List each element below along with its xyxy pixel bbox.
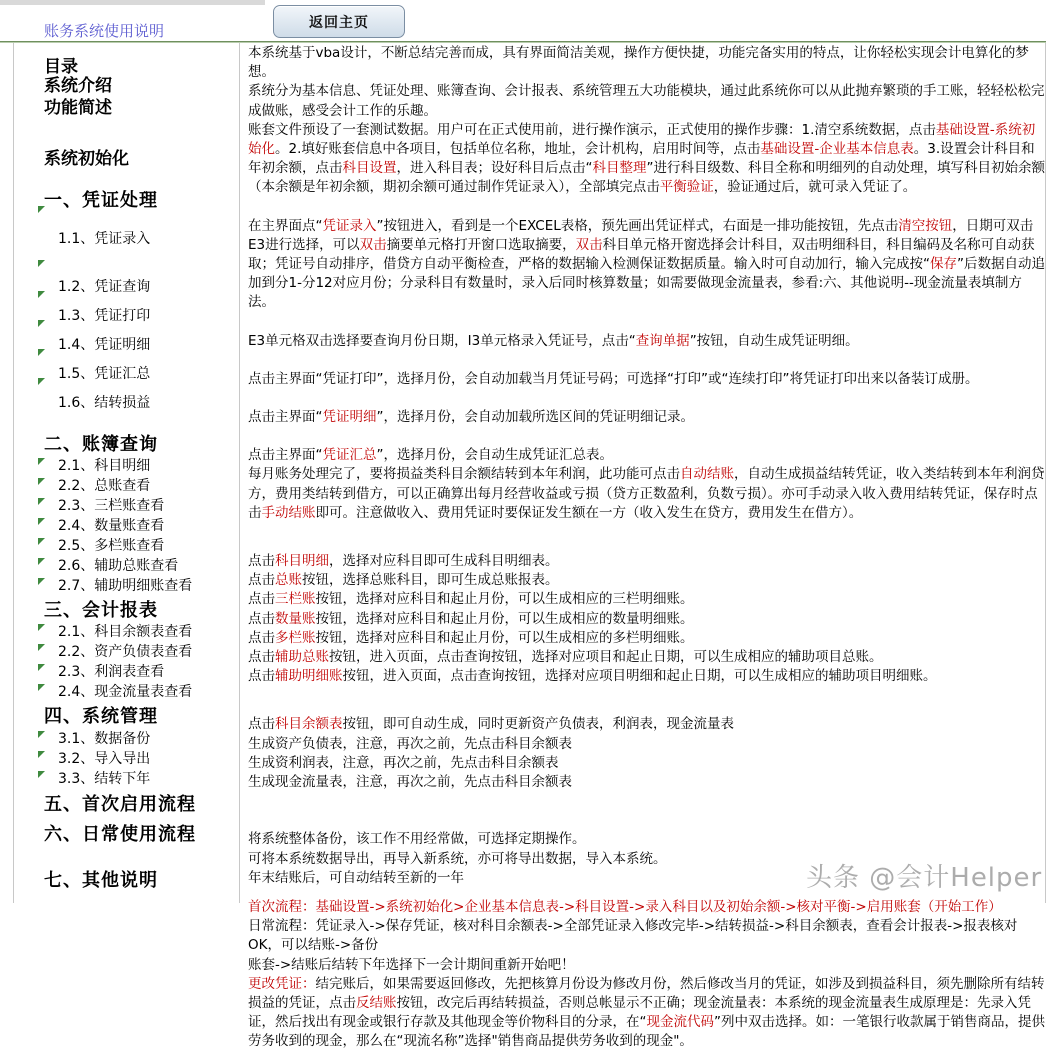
modify-voucher-label: 更改凭证： [248,975,316,992]
ledger-line-1 [248,552,1045,571]
toc-item-multi-column[interactable] [14,535,164,555]
init-text-6: ，验证通过后，就可录入凭证了。 [713,179,917,196]
init-text-4: ，进入科目表；设好科目后点击“ [396,160,593,177]
toc-label: 六、日常使用流程 [44,824,196,845]
link-three-column-ledger[interactable]: 三栏账 [275,591,316,608]
toc-label: 2.2、资产负债表查看 [58,644,193,660]
ledger-text: 按钮，选择对应科目和起止月份，可以生成相应的三栏明细账。 [315,591,694,608]
link-voucher-detail[interactable]: 凭证明细 [322,409,377,426]
cash-flow-text-1: 现金流量表：本系统的现金流量表生成原理是：先录入凭证，然后找出有现金或银行存款及其他现金等价物科目的分录，在“ [248,994,1031,1031]
voucher-detail-paragraph [248,408,1045,427]
link-auto-close[interactable]: 自动结账 [680,466,734,483]
toc-label: 2.4、数量账查看 [58,518,165,534]
toc-label: 1.4、凭证明细 [58,337,151,353]
init-text-3: 。3.设置会计科目和年初余额，点击 [248,141,1035,177]
init-text-5: ”进行科目级数、科目全称和明细列的自动处理，填写科目初始余额（本余额是年初余额，期初余额可通过制作凭证录入），全部填完点击 [248,160,1045,196]
bullet-triangle-icon [38,664,45,671]
toc-item-system-init[interactable] [14,144,129,169]
init-text-2: 。2.填好账套信息中各项目，包括单位名称，地址，会计机构，启用时间等，点击 [275,141,761,158]
query-text-2: ”按钮，自动生成凭证明细。 [689,332,859,349]
reports-line-1 [248,715,1045,734]
toc-item-accounting-reports[interactable] [14,596,158,622]
toc-label: 四、系统管理 [44,706,158,727]
spacer-7 [248,686,1045,705]
link-account-setup[interactable]: 科目设置 [342,160,397,177]
spacer-7b [248,705,1045,715]
bullet-triangle-icon [38,771,45,778]
link-general-ledger[interactable]: 总账 [275,572,302,589]
toc-item-income-statement[interactable] [14,661,164,681]
spacer-8 [248,792,1045,811]
ledger-text: 按钮，进入页面，点击查询按钮，选择对应项目明细和起止日期，可以生成相应的辅助项目明细账。 [342,668,937,685]
voucher-text-3: ，日期可双击E3进行选择，可以 [248,217,1034,253]
link-double-click-1[interactable]: 双击 [359,236,387,253]
toc-item-voucher-detail[interactable] [14,334,150,354]
ledger-text: 点击 [248,553,275,570]
toc-item-general-ledger[interactable] [14,475,150,495]
spacer-2 [248,313,1045,332]
init-text-1: 账套文件预设了一套测试数据。用户可在正式使用前，进行操作演示，正式使用的操作步骤：1.清空系统数据，点击 [248,121,936,138]
toc-label: 二、账簿查询 [44,434,158,455]
link-voucher-summary[interactable]: 凭证汇总 [322,447,377,464]
toc-label: 2.3、利润表查看 [58,664,165,680]
toc-label: 功能简述 [44,98,112,118]
voucher-entry-paragraph [248,217,1045,313]
toc-label: 1.1、凭证录入 [58,231,151,247]
ledger-text: 点击 [248,610,275,627]
toc-label: 2.3、三栏账查看 [58,498,165,514]
link-aux-detail-ledger[interactable]: 辅助明细账 [275,668,343,685]
link-query-document[interactable]: 查询单据 [635,332,690,349]
toc-label: 3.1、数据备份 [58,731,151,747]
ledger-text: 点击 [248,591,275,608]
intro-text-1: 本系统基于vba设计，不断总结完善而成，具有界面简洁美观，操作方便快捷，功能完备实用的特点，让你轻松实现会计电算化的梦想。 [248,45,1029,81]
bullet-triangle-icon [38,478,45,485]
return-home-button[interactable]: 返回主页 [273,5,405,38]
toc-item-aux-detail-ledger[interactable] [14,575,192,595]
toc-item-first-use-flow[interactable] [14,790,196,816]
toc-label: 五、首次启用流程 [44,794,196,815]
ledger-text: 按钮，进入页面，点击查询按钮，选择对应项目和起止日期，可以生成相应的辅助项目总账。 [329,649,883,666]
toc-label: 2.1、科目明细 [58,458,151,474]
bullet-triangle-icon [38,578,45,585]
daily-flow-line-2: 账套->结账后结转下年选择下一会计期间重新开始吧！ [248,956,575,973]
toc-item-function-brief[interactable] [14,93,112,118]
toc-label: 2.1、科目余额表查看 [58,624,193,640]
sysmgmt-line-2: 可将本系统数据导出，再导入新系统，亦可将导出数据，导入本系统。 [248,850,667,867]
spacer-3 [248,351,1045,370]
voucher-text-6: ”后数据自动追加到分1-分12对应月份；分录科目有数量时，录入后同时核算数量；如需要做现金流量表，参看:六、其他说明--现金流量表填制方法。 [248,256,1045,311]
link-unclose-period[interactable]: 反结账 [356,994,397,1011]
bullet-triangle-icon [38,624,45,631]
carryover-text-1: 每月账务处理完了，要将损益类科目余额结转到本年利润，此功能可点击 [248,466,680,483]
toc-label: 1.3、凭证打印 [58,308,151,324]
toc-label: 2.5、多栏账查看 [58,538,165,554]
toc-label: 系统初始化 [44,149,129,169]
watermark: 头条 @会计Helper [806,863,1043,893]
header-divider-shadow [0,42,1046,43]
detail-text-2: ”，选择月份，会自动加载所选区间的凭证明细记录。 [376,409,694,426]
summary-text-2: ”，选择月份，会自动生成凭证汇总表。 [376,447,613,464]
ledger-text: 按钮，选择对应科目和起止月份，可以生成相应的多栏明细账。 [315,629,694,646]
cash-flow-text-2: ”列中双击选择。如：一笔银行收款属于销售商品，提供劳务收到的现金，那么在“现流名称”选择"销售商品提供劳务收到的现金"。 [248,1014,1045,1050]
bullet-triangle-icon [38,291,45,298]
link-basic-settings-company-info[interactable]: 基础设置-企业基本信息表 [760,141,914,158]
toc-item-other-notes[interactable] [14,866,158,892]
link-voucher-entry[interactable]: 凭证录入 [322,217,377,234]
link-balance-verify[interactable]: 平衡验证 [659,179,714,196]
toc-item-voucher-summary[interactable] [14,363,150,383]
print-text-1: 点击主界面“凭证打印”，选择月份，会自动加载当月凭证号码；可选择“打印”或“连续打印”将凭证打印出来以备装订成册。 [248,370,979,387]
toc-label: 2.2、总账查看 [58,478,151,494]
toc-item-aux-general-ledger[interactable] [14,555,178,575]
toc-item-account-detail[interactable] [14,455,150,475]
first-flow-line [248,898,1045,917]
toc-label: 3.3、结转下年 [58,771,151,787]
link-double-click-2[interactable]: 双击 [575,236,603,253]
modify-text-1: 结完账后，如果需要返回修改，先把核算月份设为修改月份，然后修改当月的凭证，如涉及到损益科目，须先删除所有结转损益的凭证，点击 [248,975,1045,1011]
link-account-organize[interactable]: 科目整理 [592,160,647,177]
intro-text-2: 系统分为基本信息、凭证处理、账簿查询、会计报表、系统管理五大功能模块，通过此系统你可以从此抛弃繁琐的手工账，轻轻松松完成做账，感受会计工作的乐趣。 [248,83,1045,119]
toc-item-data-backup[interactable] [14,728,150,748]
spacer-6 [248,523,1045,542]
ledger-line-3 [248,590,1045,609]
bullet-triangle-icon [38,558,45,565]
ledger-line-5 [248,629,1045,648]
toc-label: 1.2、凭证查询 [58,279,151,295]
toc-item-trial-balance[interactable] [14,621,192,641]
spacer-5 [248,427,1045,446]
bullet-triangle-icon [38,458,45,465]
voucher-text-1: 在主界面点“ [248,217,323,234]
ledger-text: ，选择对应科目即可生成科目明细表。 [329,553,559,570]
bullet-triangle-icon [38,731,45,738]
content-pane [248,44,1045,1050]
toc-item-ledger-query[interactable] [14,430,158,456]
link-cashflow-code[interactable]: 现金流代码 [646,1014,714,1031]
reports-line-2: 生成资产负债表，注意，再次之前，先点击科目余额表 [248,735,572,752]
bullet-triangle-icon [38,206,45,213]
spacer-4 [248,389,1045,408]
bullet-triangle-icon [38,538,45,545]
query-text-1: E3单元格双击选择要查询月份日期，I3单元格录入凭证号，点击“ [248,332,636,349]
modify-voucher-paragraph [248,975,1045,1052]
toc-label: 2.4、现金流量表查看 [58,684,193,700]
toc-label: 目录 [44,57,78,77]
first-flow-body: 基础设置->系统初始化>企业基本信息表->科目设置->录入科目以及初始余额->核对平衡->启用账套（开始工作） [315,898,1002,915]
voucher-text-5: 科目单元格开窗选择会计科目，双击明细科目，科目编码及名称可自动获取；凭证号自动排序，借贷方自动平衡检查，严格的数据输入检测保证数据质量。输入时可自动加行，输入完成按“ [248,236,1035,273]
toc-item-balance-sheet[interactable] [14,641,192,661]
bullet-triangle-icon [38,498,45,505]
reports-line-4: 生成现金流量表，注意，再次之前，先点击科目余额表 [248,774,572,791]
document-title: 账务系统使用说明 [44,22,165,40]
toc-item-system-management[interactable] [14,702,158,728]
toc-item-voucher-print[interactable] [14,305,150,325]
modify-text-2: 按钮，改完后再结转损益，否则总帐显示不正确； [396,994,694,1011]
bullet-triangle-icon [38,320,45,327]
bullet-triangle-icon [38,378,45,385]
voucher-query-paragraph [248,332,1045,351]
title-row [0,20,1046,40]
link-trial-balance[interactable]: 科目余额表 [275,716,343,733]
init-paragraph [248,121,1045,198]
toc-label: 2.6、辅助总账查看 [58,558,179,574]
toc-item-quantity-ledger[interactable] [14,515,164,535]
link-multi-column-ledger[interactable]: 多栏账 [275,629,316,646]
carryover-text-2: ，自动生成损益结转凭证，收入类结转到本年利润贷方，费用类结转到借方，可以正确算出每月经营收益或亏损（贷方正数盈利，负数亏损）。亦可手动录入收入费用结转凭证，保存时点击 [248,466,1045,521]
voucher-text-2: ”按钮进入，看到是一个EXCEL表格，预先画出凭证样式，右面是一排功能按钮，先点击 [376,217,899,234]
reports-line-3: 生成资利润表，注意，再次之前，先点击科目余额表 [248,754,559,771]
table-of-contents [14,44,239,903]
toc-item-carryover-profit[interactable] [14,392,150,412]
spacer-8b [248,811,1045,830]
carryover-text-3: 即可。注意做收入、费用凭证时要保证发生额在一方（收入发生在贷方，费用发生在借方）。 [315,504,863,521]
reports-text: 按钮，即可自动生成，同时更新资产负债表，利润表，现金流量表 [342,716,734,733]
voucher-summary-paragraph [248,446,1045,465]
ledger-text: 点击 [248,668,275,685]
toc-item-voucher-processing[interactable] [14,186,158,212]
bullet-triangle-icon [38,751,45,758]
bullet-triangle-icon [38,518,45,525]
bullet-triangle-icon [38,644,45,651]
ledger-text: 点击 [248,572,275,589]
toc-item-cash-flow[interactable] [14,681,192,701]
voucher-print-paragraph [248,370,1045,389]
link-save[interactable]: 保存 [930,256,957,273]
detail-text-1: 点击主界面“ [248,409,323,426]
link-account-detail[interactable]: 科目明细 [275,553,329,570]
toc-item-import-export[interactable] [14,748,150,768]
toc-label: 1.5、凭证汇总 [58,366,151,382]
top-grey-band [0,0,265,5]
toc-label: 一、凭证处理 [44,190,158,211]
spacer-1 [248,198,1045,217]
toc-item-daily-use-flow[interactable] [14,820,196,846]
ledger-text: 点击 [248,629,275,646]
bullet-triangle-icon [38,349,45,356]
sysmgmt-line-3: 年末结账后，可自动结转至新的一年 [248,869,464,886]
link-aux-general-ledger[interactable]: 辅助总账 [275,649,329,666]
toc-label: 系统介绍 [44,76,112,96]
intro-paragraph-1 [248,44,1045,82]
carryover-paragraph [248,465,1045,523]
ledger-text: 按钮，选择对应科目和起止月份，可以生成相应的数量明细账。 [315,610,694,627]
bullet-triangle-icon [38,260,45,267]
link-manual-close[interactable]: 手动结账 [261,504,316,521]
toc-item-voucher-entry[interactable] [14,228,150,248]
toc-label: 1.6、结转损益 [58,395,151,411]
reports-text: 点击 [248,716,275,733]
toc-item-carry-next-year[interactable] [14,768,150,788]
daily-flow-line-1: 日常流程：凭证录入->保存凭证，核对科目余额表->全部凭证录入修改完毕->结转损益->科目余额表，查看会计报表->报表核对OK，可以结账->备份 [248,918,1018,954]
ledger-line-4 [248,610,1045,629]
column-divider-line [239,43,240,903]
intro-paragraph-2 [248,82,1045,120]
first-flow-label: 首次流程： [248,898,316,915]
ledger-line-7 [248,667,1045,686]
ledger-text: 点击 [248,649,275,666]
ledger-text: 按钮，选择总账科目，即可生成总账报表。 [302,572,559,589]
spacer-6b [248,542,1045,552]
toc-item-voucher-query[interactable] [14,276,150,296]
voucher-text-4: 摘要单元格打开窗口选取摘要， [386,236,576,253]
ledger-line-6 [248,648,1045,667]
link-quantity-ledger[interactable]: 数量账 [275,610,316,627]
toc-item-three-column[interactable] [14,495,164,515]
ledger-line-2 [248,571,1045,590]
toc-label: 三、会计报表 [44,600,158,621]
toc-label: 3.2、导入导出 [58,751,151,767]
link-basic-settings-init[interactable]: 基础设置-系统初始化 [248,121,1036,158]
toc-label: 七、其他说明 [44,870,158,891]
sysmgmt-line-1: 将系统整体备份，该工作不用经常做，可选择定期操作。 [248,831,586,848]
toc-label: 2.7、辅助明细账查看 [58,578,193,594]
link-clear-button[interactable]: 清空按钮 [898,217,953,234]
bullet-triangle-icon [38,684,45,691]
summary-text-1: 点击主界面“ [248,447,323,464]
